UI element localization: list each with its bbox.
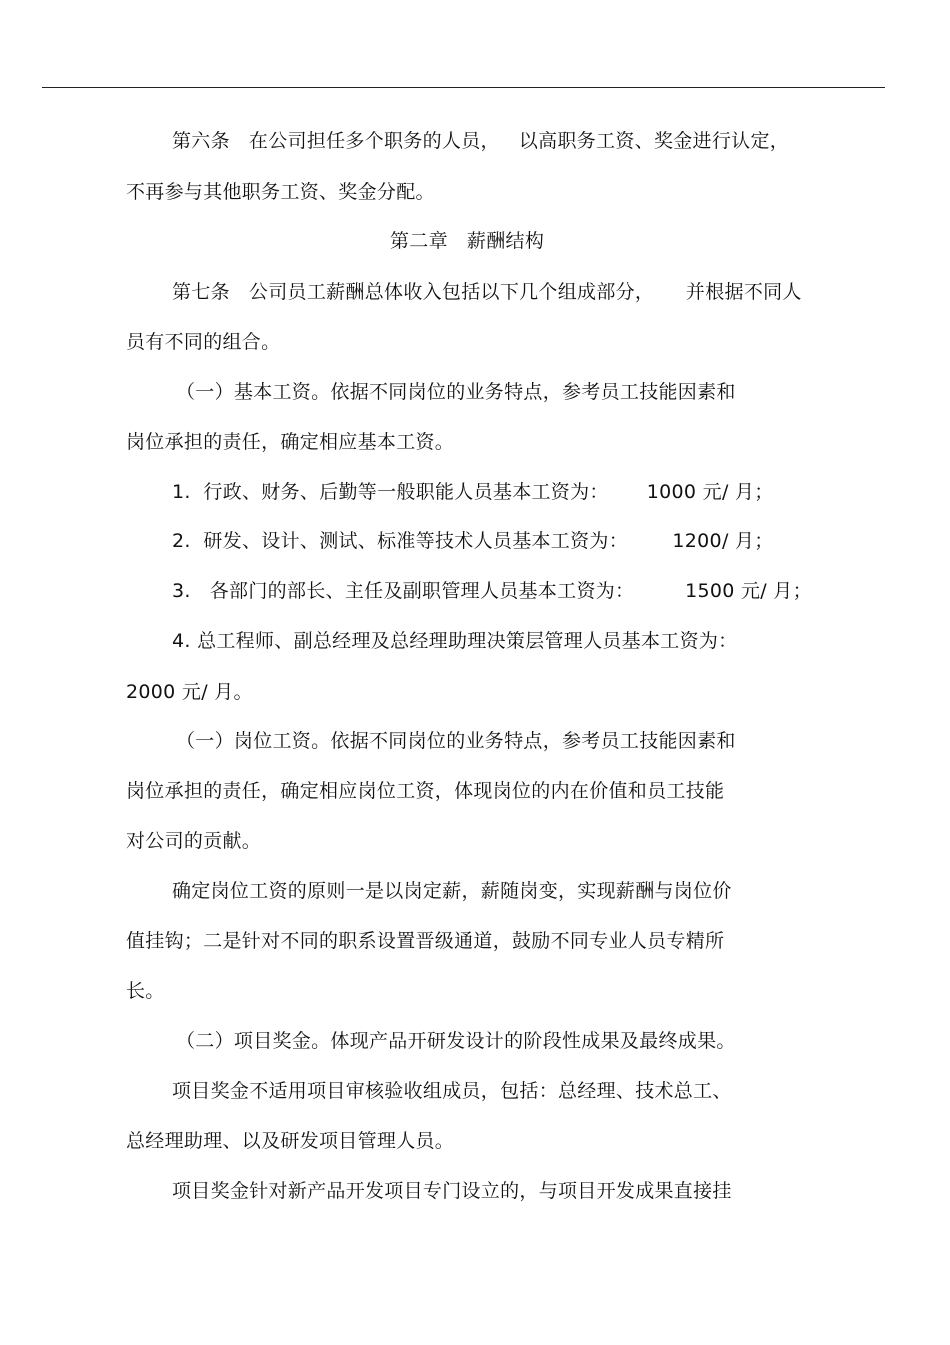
- list-item: 3. 各部门的部长、主任及副职管理人员基本工资为： 1500 元/ 月；: [172, 580, 812, 602]
- header-rule: [42, 87, 885, 88]
- text-line: 员有不同的组合。: [126, 331, 281, 353]
- text-line: （二）项目奖金。体现产品开研发设计的阶段性成果及最终成果。: [176, 1030, 736, 1052]
- text-line: 不再参与其他职务工资、奖金分配。: [126, 181, 435, 203]
- list-item: 2. 研发、设计、测试、标准等技术人员基本工资为： 1200/ 月；: [172, 530, 774, 552]
- text-line: 2000 元/ 月。: [126, 681, 253, 703]
- text-line: （一）基本工资。依据不同岗位的业务特点，参考员工技能因素和: [176, 381, 736, 403]
- list-item: 1. 行政、财务、后勤等一般职能人员基本工资为： 1000 元/ 月；: [172, 481, 774, 503]
- text-line: 值挂钩；二是针对不同的职系设置晋级通道，鼓励不同专业人员专精所: [126, 930, 725, 952]
- text-line: （一）岗位工资。依据不同岗位的业务特点，参考员工技能因素和: [176, 730, 736, 752]
- text-line: 总经理助理、以及研发项目管理人员。: [126, 1130, 455, 1152]
- text-line: 第六条 在公司担任多个职务的人员， 以高职务工资、奖金进行认定，: [172, 130, 790, 152]
- text-line: 确定岗位工资的原则一是以岗定薪，薪随岗变，实现薪酬与岗位价: [172, 880, 732, 902]
- text-line: 岗位承担的责任，确定相应基本工资。: [126, 431, 455, 453]
- text-line: 第七条 公司员工薪酬总体收入包括以下几个组成部分， 并根据不同人: [172, 281, 802, 303]
- text-line: 项目奖金针对新产品开发项目专门设立的，与项目开发成果直接挂: [172, 1180, 732, 1202]
- text-line: 对公司的贡献。: [126, 830, 262, 852]
- list-item: 4. 总工程师、副总经理及总经理助理决策层管理人员基本工资为：: [172, 630, 738, 652]
- text-line: 项目奖金不适用项目审核验收组成员，包括：总经理、技术总工、: [172, 1080, 732, 1102]
- text-line: 长。: [126, 980, 165, 1002]
- chapter-heading: 第二章 薪酬结构: [390, 230, 545, 252]
- text-line: 岗位承担的责任，确定相应岗位工资，体现岗位的内在价值和员工技能: [126, 780, 725, 802]
